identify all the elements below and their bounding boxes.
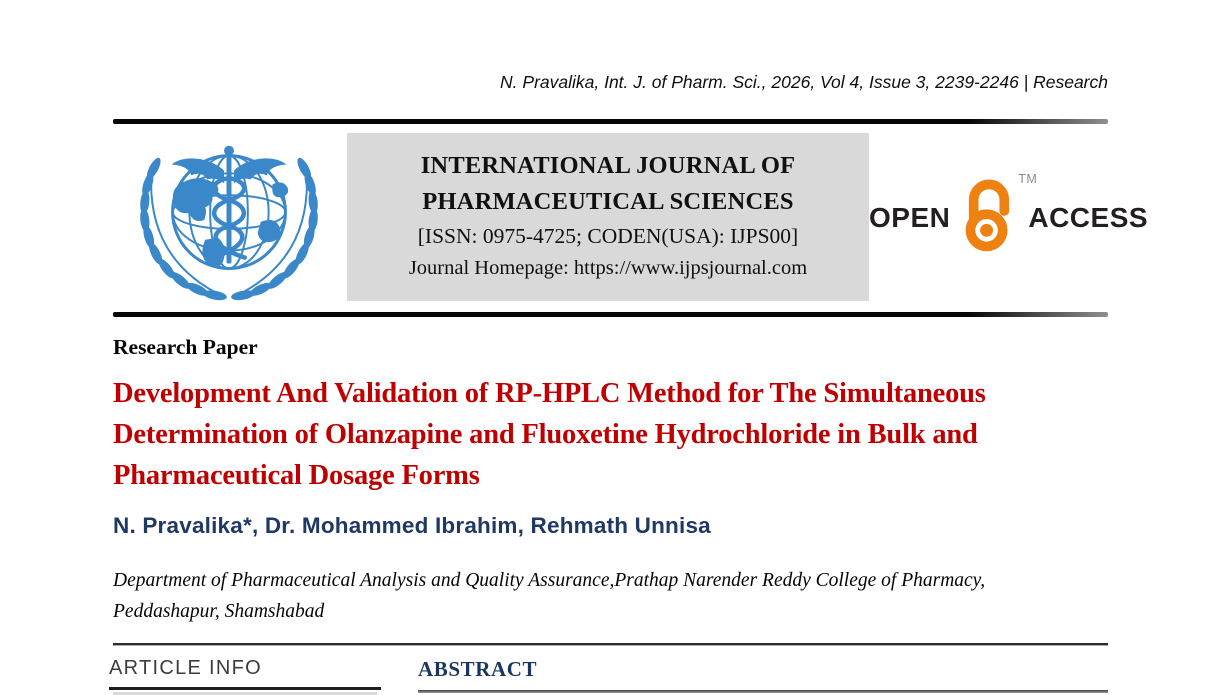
article-title-line3: Pharmaceutical Dosage Forms bbox=[113, 460, 480, 491]
journal-name-line1: INTERNATIONAL JOURNAL OF bbox=[420, 152, 796, 179]
article-title bbox=[113, 373, 1108, 496]
affiliation bbox=[113, 565, 1108, 627]
authors-line: N. Pravalika*, Dr. Mohammed Ibrahim, Rehmath Unnisa bbox=[113, 513, 711, 538]
abstract-column bbox=[418, 657, 1108, 695]
abstract-underline bbox=[418, 690, 1108, 693]
open-lock-icon bbox=[960, 171, 1038, 259]
article-type-label: Research Paper bbox=[113, 335, 258, 359]
masthead-bottom-rule bbox=[113, 312, 1108, 317]
open-access-word-access: ACCESS bbox=[1028, 202, 1149, 233]
journal-title-box bbox=[347, 133, 869, 301]
article-info-underline bbox=[109, 687, 381, 690]
info-abstract-columns bbox=[109, 657, 1108, 695]
affiliation-line2: Peddashapur, Shamshabad bbox=[113, 601, 325, 622]
journal-homepage-link[interactable]: Journal Homepage: https://www.ijpsjournal.com bbox=[408, 257, 808, 279]
abstract-heading: ABSTRACT bbox=[418, 657, 538, 681]
journal-name-line2: PHARMACEUTICAL SCIENCES bbox=[422, 188, 794, 215]
open-access-word-open: OPEN bbox=[869, 202, 951, 233]
caduceus-globe-wreath-icon bbox=[126, 132, 332, 304]
article-info-heading: ARTICLE INFO bbox=[109, 657, 263, 679]
article-title-line2: Determination of Olanzapine and Fluoxetine Hydrochloride in Bulk and bbox=[113, 419, 978, 450]
trademark-label: TM bbox=[1018, 172, 1038, 186]
journal-issn-coden: [ISSN: 0975-4725; CODEN(USA): IJPS00] bbox=[417, 224, 799, 248]
article-title-line1: Development And Validation of RP-HPLC Method for The Simultaneous bbox=[113, 378, 986, 409]
affiliation-line1: Department of Pharmaceutical Analysis and Quality Assurance,Prathap Narender Reddy College of Pharmacy, bbox=[113, 570, 986, 591]
article-info-column bbox=[109, 657, 381, 695]
open-access-logo bbox=[869, 132, 1148, 304]
running-head-citation: N. Pravalika, Int. J. of Pharm. Sci., 2026, Vol 4, Issue 3, 2239-2246 | Research bbox=[500, 72, 1108, 92]
top-divider-rule bbox=[113, 119, 1108, 124]
journal-masthead bbox=[113, 132, 1149, 304]
info-abstract-top-rule bbox=[113, 643, 1108, 646]
